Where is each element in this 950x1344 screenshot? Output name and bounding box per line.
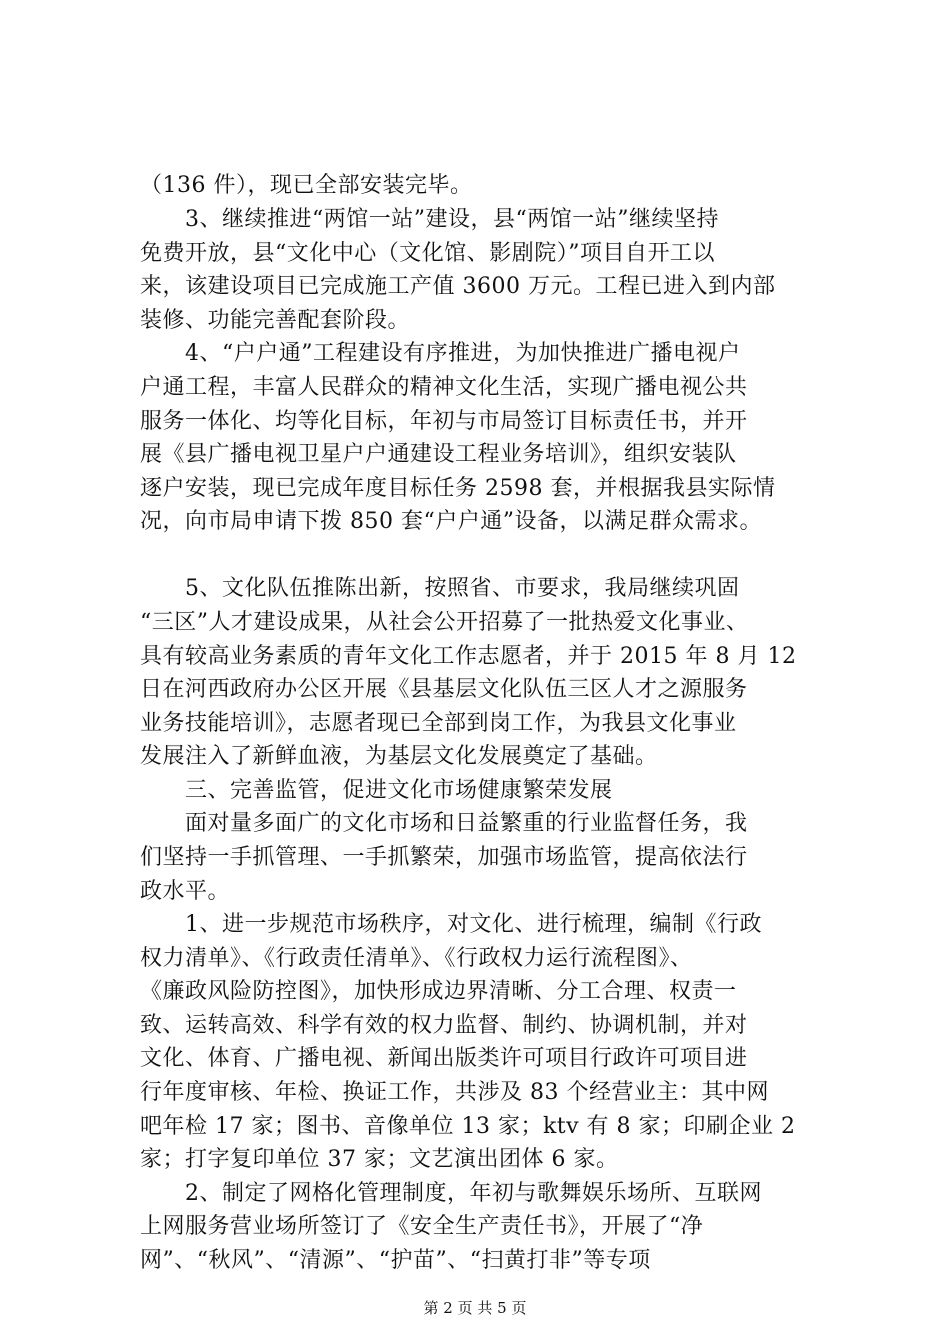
text-line: 《廉政风险防控图》，加快形成边界清晰、分工合理、权责一: [140, 979, 737, 1004]
text-line: 政水平。: [140, 879, 231, 904]
text-line: （136 件），现已全部安装完毕。: [140, 173, 473, 198]
text-line: 权力清单》、《行政责任清单》、《行政权力运行流程图》、: [140, 946, 693, 971]
text-line: 展《县广播电视卫星户户通建设工程业务培训》，组织安装队: [140, 442, 737, 467]
text-line: “三区”人才建设成果，从社会公开招募了一批热爱文化事业、: [140, 610, 749, 635]
text-line: 服务一体化、均等化目标，年初与市局签订目标责任书，并开: [140, 409, 748, 434]
text-line: 业务技能培训》，志愿者现已全部到岗工作，为我县文化事业: [140, 711, 737, 736]
text-line: 装修、功能完善配套阶段。: [140, 308, 411, 333]
text-line: 日在河西政府办公区开展《县基层文化队伍三区人才之源服务: [140, 677, 748, 702]
text-line: 2、制定了网格化管理制度，年初与歌舞娱乐场所、互联网: [140, 1181, 762, 1206]
text-line: 3、继续推进“两馆一站”建设，县“两馆一站”继续坚持: [140, 207, 719, 232]
text-line: 1、进一步规范市场秩序，对文化、进行梳理，编制《行政: [140, 912, 762, 937]
text-line: 上网服务营业场所签订了《安全生产责任书》，开展了“净: [140, 1214, 704, 1239]
section-heading: 三、完善监管，促进文化市场健康繁荣发展: [140, 778, 613, 803]
text-line: 免费开放，县“文化中心（文化馆、影剧院）”项目自开工以: [140, 241, 715, 266]
text-line: 况，向市局申请下拨 850 套“户户通”设备，以满足群众需求。: [140, 509, 762, 534]
text-line: 来，该建设项目已完成施工产值 3600 万元。工程已进入到内部: [140, 274, 776, 299]
page-number-footer: 第 2 页 共 5 页: [423, 1299, 527, 1317]
text-line: 致、运转高效、科学有效的权力监督、制约、协调机制，并对: [140, 1013, 748, 1038]
text-line: 行年度审核、年检、换证工作，共涉及 83 个经营业主：其中网: [140, 1080, 769, 1105]
text-line: 发展注入了新鲜血液，为基层文化发展奠定了基础。: [140, 744, 658, 769]
text-line: 家；打字复印单位 37 家；文艺演出团体 6 家。: [140, 1147, 619, 1172]
text-line: 5、文化队伍推陈出新，按照省、市要求，我局继续巩固: [140, 576, 740, 601]
text-line: 吧年检 17 家；图书、音像单位 13 家；ktv 有 8 家；印刷企业 2: [140, 1114, 796, 1139]
text-line: 们坚持一手抓管理、一手抓繁荣，加强市场监管，提高依法行: [140, 845, 748, 870]
text-line: 文化、体育、广播电视、新闻出版类许可项目行政许可项目进: [140, 1046, 748, 1071]
text-line: 4、“户户通”工程建设有序推进，为加快推进广播电视户: [140, 341, 741, 366]
text-line: 面对量多面广的文化市场和日益繁重的行业监督任务，我: [140, 811, 748, 836]
text-line: 网”、“秋风”、“清源”、“护苗”、“扫黄打非”等专项: [140, 1248, 651, 1273]
text-line: 具有较高业务素质的青年文化工作志愿者，并于 2015 年 8 月 12: [140, 644, 797, 669]
text-line: 逐户安装，现已完成年度目标任务 2598 套，并根据我县实际情: [140, 476, 776, 501]
text-line: 户通工程，丰富人民群众的精神文化生活，实现广播电视公共: [140, 375, 748, 400]
